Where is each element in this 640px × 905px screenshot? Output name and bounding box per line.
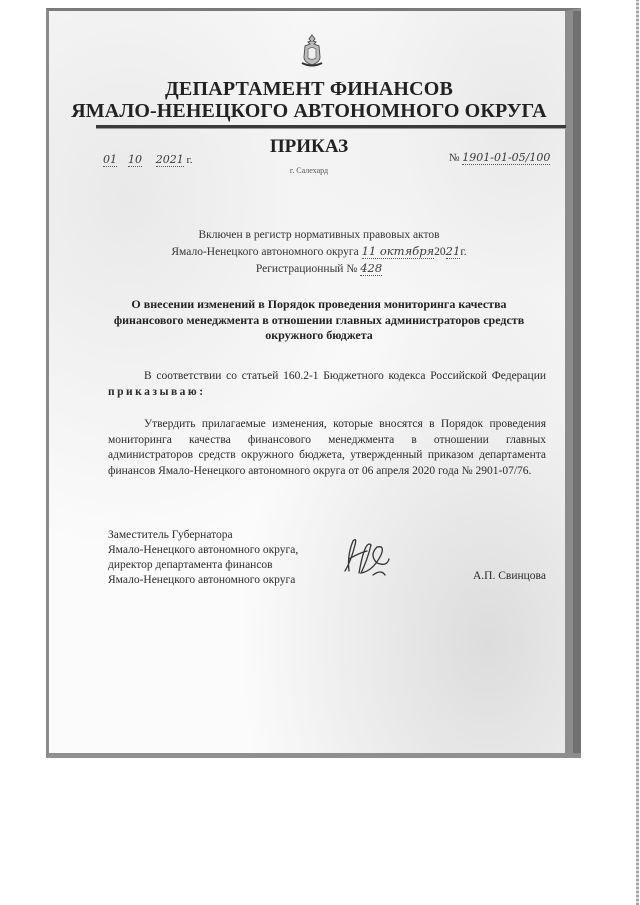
department-title: ДЕПАРТАМЕНТ ФИНАНСОВ bbox=[164, 78, 454, 100]
number-value: 1901-01-05/100 bbox=[462, 151, 551, 164]
date-month: 10 bbox=[128, 153, 142, 166]
department-region: ЯМАЛО-НЕНЕЦКОГО АВТОНОМНОГО ОКРУГА bbox=[71, 100, 547, 122]
number-prefix: № bbox=[449, 152, 460, 164]
signer-line2: Ямало-Ненецкого автономного округа, bbox=[108, 544, 299, 556]
order-subject: О внесении изменений в Порядок проведения мониторинга качества финансового менеджмента в отношении главных администраторов средств окружного бюджета bbox=[113, 297, 525, 342]
signer-line4: Ямало-Ненецкого автономного округа bbox=[108, 574, 296, 586]
registration-number-label: Регистрационный № bbox=[255, 263, 358, 275]
registration-year-prefix: 20 bbox=[434, 246, 446, 258]
city: г. Салехард bbox=[289, 166, 329, 175]
signer-line3: директор департамента финансов bbox=[108, 559, 273, 571]
order-number bbox=[449, 151, 550, 164]
date-year: 2021 bbox=[155, 153, 184, 166]
paragraph-basis-text: В соответствии со статьей 160.2-1 Бюджетного кодекса Российской Федерации bbox=[144, 370, 546, 382]
order-date bbox=[103, 153, 193, 166]
registration-stamp bbox=[149, 227, 489, 277]
signer-line1: Заместитель Губернатора bbox=[108, 529, 233, 541]
registration-line2 bbox=[149, 243, 489, 260]
signer-name: А.П. Свинцова bbox=[473, 570, 546, 582]
order-verb: приказываю: bbox=[108, 385, 206, 398]
document-type: ПРИКАЗ bbox=[269, 136, 349, 157]
date-suffix: г. bbox=[186, 154, 193, 166]
scanner-edge bbox=[636, 0, 639, 905]
registration-line3 bbox=[149, 260, 489, 277]
handwritten-signature bbox=[337, 531, 397, 579]
registration-line1: Включен в регистр нормативных правовых актов bbox=[198, 229, 440, 241]
signer-position bbox=[108, 528, 298, 588]
paragraph-resolution: Утвердить прилагаемые изменения, которые вносятся в Порядок проведения мониторинга качества финансового менеджмента в отношении главных администраторов средств окружного бюджета, утвержденный приказом департамента финансов Ямало-Ненецкого автономного округа от 06 апреля 2020 года № 2901-07/76. bbox=[108, 418, 546, 477]
paragraph-basis bbox=[108, 369, 546, 400]
registration-year: 21 bbox=[445, 244, 461, 258]
date-day: 01 bbox=[103, 153, 117, 166]
registration-region: Ямало-Ненецкого автономного округа bbox=[171, 246, 359, 258]
header-divider bbox=[96, 125, 566, 128]
document-page bbox=[46, 8, 581, 758]
registration-year-suffix: г. bbox=[460, 246, 467, 258]
registration-date: 11 октября bbox=[361, 244, 435, 258]
coat-of-arms-icon bbox=[299, 33, 325, 67]
registration-number: 428 bbox=[360, 261, 383, 275]
